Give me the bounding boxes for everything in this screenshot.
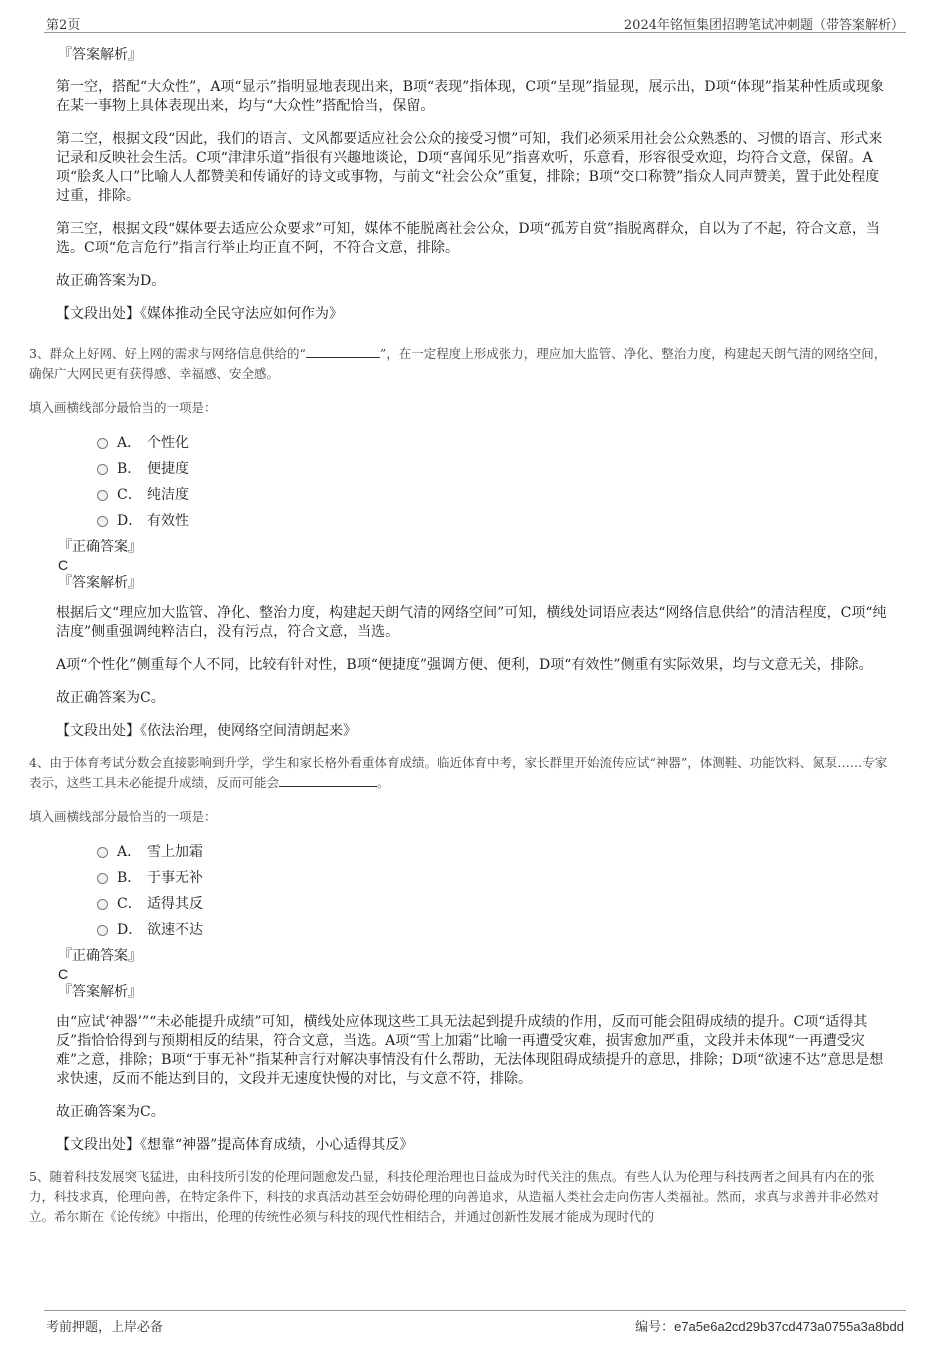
analysis-paragraph: 第二空，根据文段“因此，我们的语言、文风都要适应社会公众的接受习惯”可知，我们必须采用社会公众熟悉的、习惯的语言、形式来记录和反映社会生活。C项“津津乐道”指很有兴趣地谈论，D项“喜闻乐见”指喜欢听，乐意看，形容很受欢迎，均符合文意，保留。A项“脍炙人口”比喻人人都赞美和传诵好的诗文或事物，与前文“社会公众”重复，排除；B项“交口称赞”指众人同声赞美，置于此处程度过重，排除。 [56,131,883,204]
correct-answer: C [58,966,69,982]
radio-icon[interactable] [97,847,108,858]
document-title: 2024年铭恒集团招聘笔试冲刺题（带答案解析） [623,18,904,33]
option-d[interactable]: D． 欲速不达 [97,917,892,943]
page-content [29,44,892,1227]
source-citation: 【文段出处】《想靠“神器”提高体育成绩，小心适得其反》 [56,1137,414,1153]
option-a[interactable]: A． 个性化 [97,430,892,456]
question-5 [29,1167,892,1227]
question-4 [29,753,892,943]
option-a[interactable]: A． 雪上加霜 [97,839,892,865]
option-d[interactable]: D． 有效性 [97,508,892,534]
answer-section [56,538,892,741]
analysis-paragraph: A项“个性化”侧重每个人不同，比较有针对性，B项“便捷度”强调方便、便利，D项“有效性”侧重有实际效果，均与文意无关，排除。 [56,657,873,673]
radio-icon[interactable] [97,490,108,501]
radio-icon[interactable] [97,438,108,449]
conclusion: 故正确答案为D。 [56,273,166,289]
radio-icon[interactable] [97,464,108,475]
page-number: 第2页 [46,18,81,33]
fill-blank [306,345,380,358]
analysis-paragraph: 由“应试‘神器’”“未必能提升成绩”可知，横线处应体现这些工具无法起到提升成绩的作用，反而可能会阻碍成绩的提升。C项“适得其反”指恰恰得到与预期相反的结果，符合文意，当选。A项“雪上加霜”比喻一再遭受灾难，损害愈加严重，文段并未体现“一再遭受灾难”之意，排除；B项“于事无补”指某种言行对解决事情没有什么帮助，无法体现阻碍成绩提升的意思，排除；D项“欲速不达”意思是想求快速，反而不能达到目的，文段并无速度快慢的对比，与文意不符，排除。 [56,1014,884,1087]
analysis-tag: 『答案解析』 [58,984,142,1000]
correct-answer-tag: 『正确答案』 [58,539,142,555]
document-id: 编号：e7a5e6a2cd29b37cd473a0755a3a8bdd [635,1319,904,1335]
fill-blank [279,774,377,787]
conclusion: 故正确答案为C。 [56,1104,165,1120]
question-prompt: 填入画横线部分最恰当的一项是： [29,400,217,415]
question-stem: 3、群众上好网、好上网的需求与网络信息供给的“ ”，在一定程度上形成张力，理应加大监管、净化、整治力度，构建起天朗气清的网络空间，确保广大网民更有获得感、幸福感、安全感。 [29,346,887,381]
answer-section [56,947,892,1155]
previous-question-analysis [56,44,892,324]
analysis-paragraph: 根据后文“理应加大监管、净化、整治力度，构建起天朗气清的网络空间”可知，横线处词语应表达“网络信息供给”的清洁程度，C项“纯洁度”侧重强调纯粹洁白，没有污点，符合文意，当选。 [56,605,887,640]
analysis-paragraph: 第一空，搭配“大众性”，A项“显示”指明显地表现出来，B项“表现”指体现，C项“呈现”指显现，展示出，D项“体现”指某种性质或现象在某一事物上具体表现出来，均与“大众性”搭配恰当，保留。 [56,79,884,114]
option-c[interactable]: C． 适得其反 [97,891,892,917]
analysis-tag: 『答案解析』 [58,575,142,591]
radio-icon[interactable] [97,873,108,884]
radio-icon[interactable] [97,899,108,910]
correct-answer-tag: 『正确答案』 [58,948,142,964]
question-3 [29,344,892,534]
source-citation: 【文段出处】《依法治理，使网络空间清朗起来》 [56,723,357,739]
option-c[interactable]: C． 纯洁度 [97,482,892,508]
option-b[interactable]: B． 于事无补 [97,865,892,891]
option-b[interactable]: B． 便捷度 [97,456,892,482]
radio-icon[interactable] [97,516,108,527]
page-footer [44,1310,906,1337]
conclusion: 故正确答案为C。 [56,690,165,706]
analysis-paragraph: 第三空，根据文段“媒体要去适应公众要求”可知，媒体不能脱离社会公众，D项“孤芳自赏”指脱离群众，自以为了不起，符合文意，当选。C项“危言危行”指言行举止均正直不阿，不符合文意，排除。 [56,221,880,256]
question-prompt: 填入画横线部分最恰当的一项是： [29,809,217,824]
source-citation: 【文段出处】《媒体推动全民守法应如何作为》 [56,306,343,322]
correct-answer: C [58,557,69,573]
question-stem: 4、由于体育考试分数会直接影响到升学，学生和家长格外看重体育成绩。临近体育中考，家长群里开始流传应试“神器”，体测鞋、功能饮料、氮泵……专家表示，这些工具未必能提升成绩，反而可能会 。 [29,755,888,790]
analysis-tag: 『答案解析』 [58,47,142,63]
option-list [97,430,892,534]
question-stem: 5、随着科技发展突飞猛进，由科技所引发的伦理问题愈发凸显，科技伦理治理也日益成为时代关注的焦点。有些人认为伦理与科技两者之间具有内在的张力，科技求真，伦理向善，在特定条件下，科技的求真活动甚至会妨碍伦理的向善追求，从造福人类社会走向伤害人类福祉。然而，求真与求善并非必然对立。希尔斯在《论传统》中指出，伦理的传统性必须与科技的现代性相结合，并通过创新性发展才能成为现时代的 [29,1169,880,1224]
page-header [44,10,906,33]
footer-slogan: 考前押题，上岸必备 [46,1320,164,1335]
radio-icon[interactable] [97,925,108,936]
option-list [97,839,892,943]
